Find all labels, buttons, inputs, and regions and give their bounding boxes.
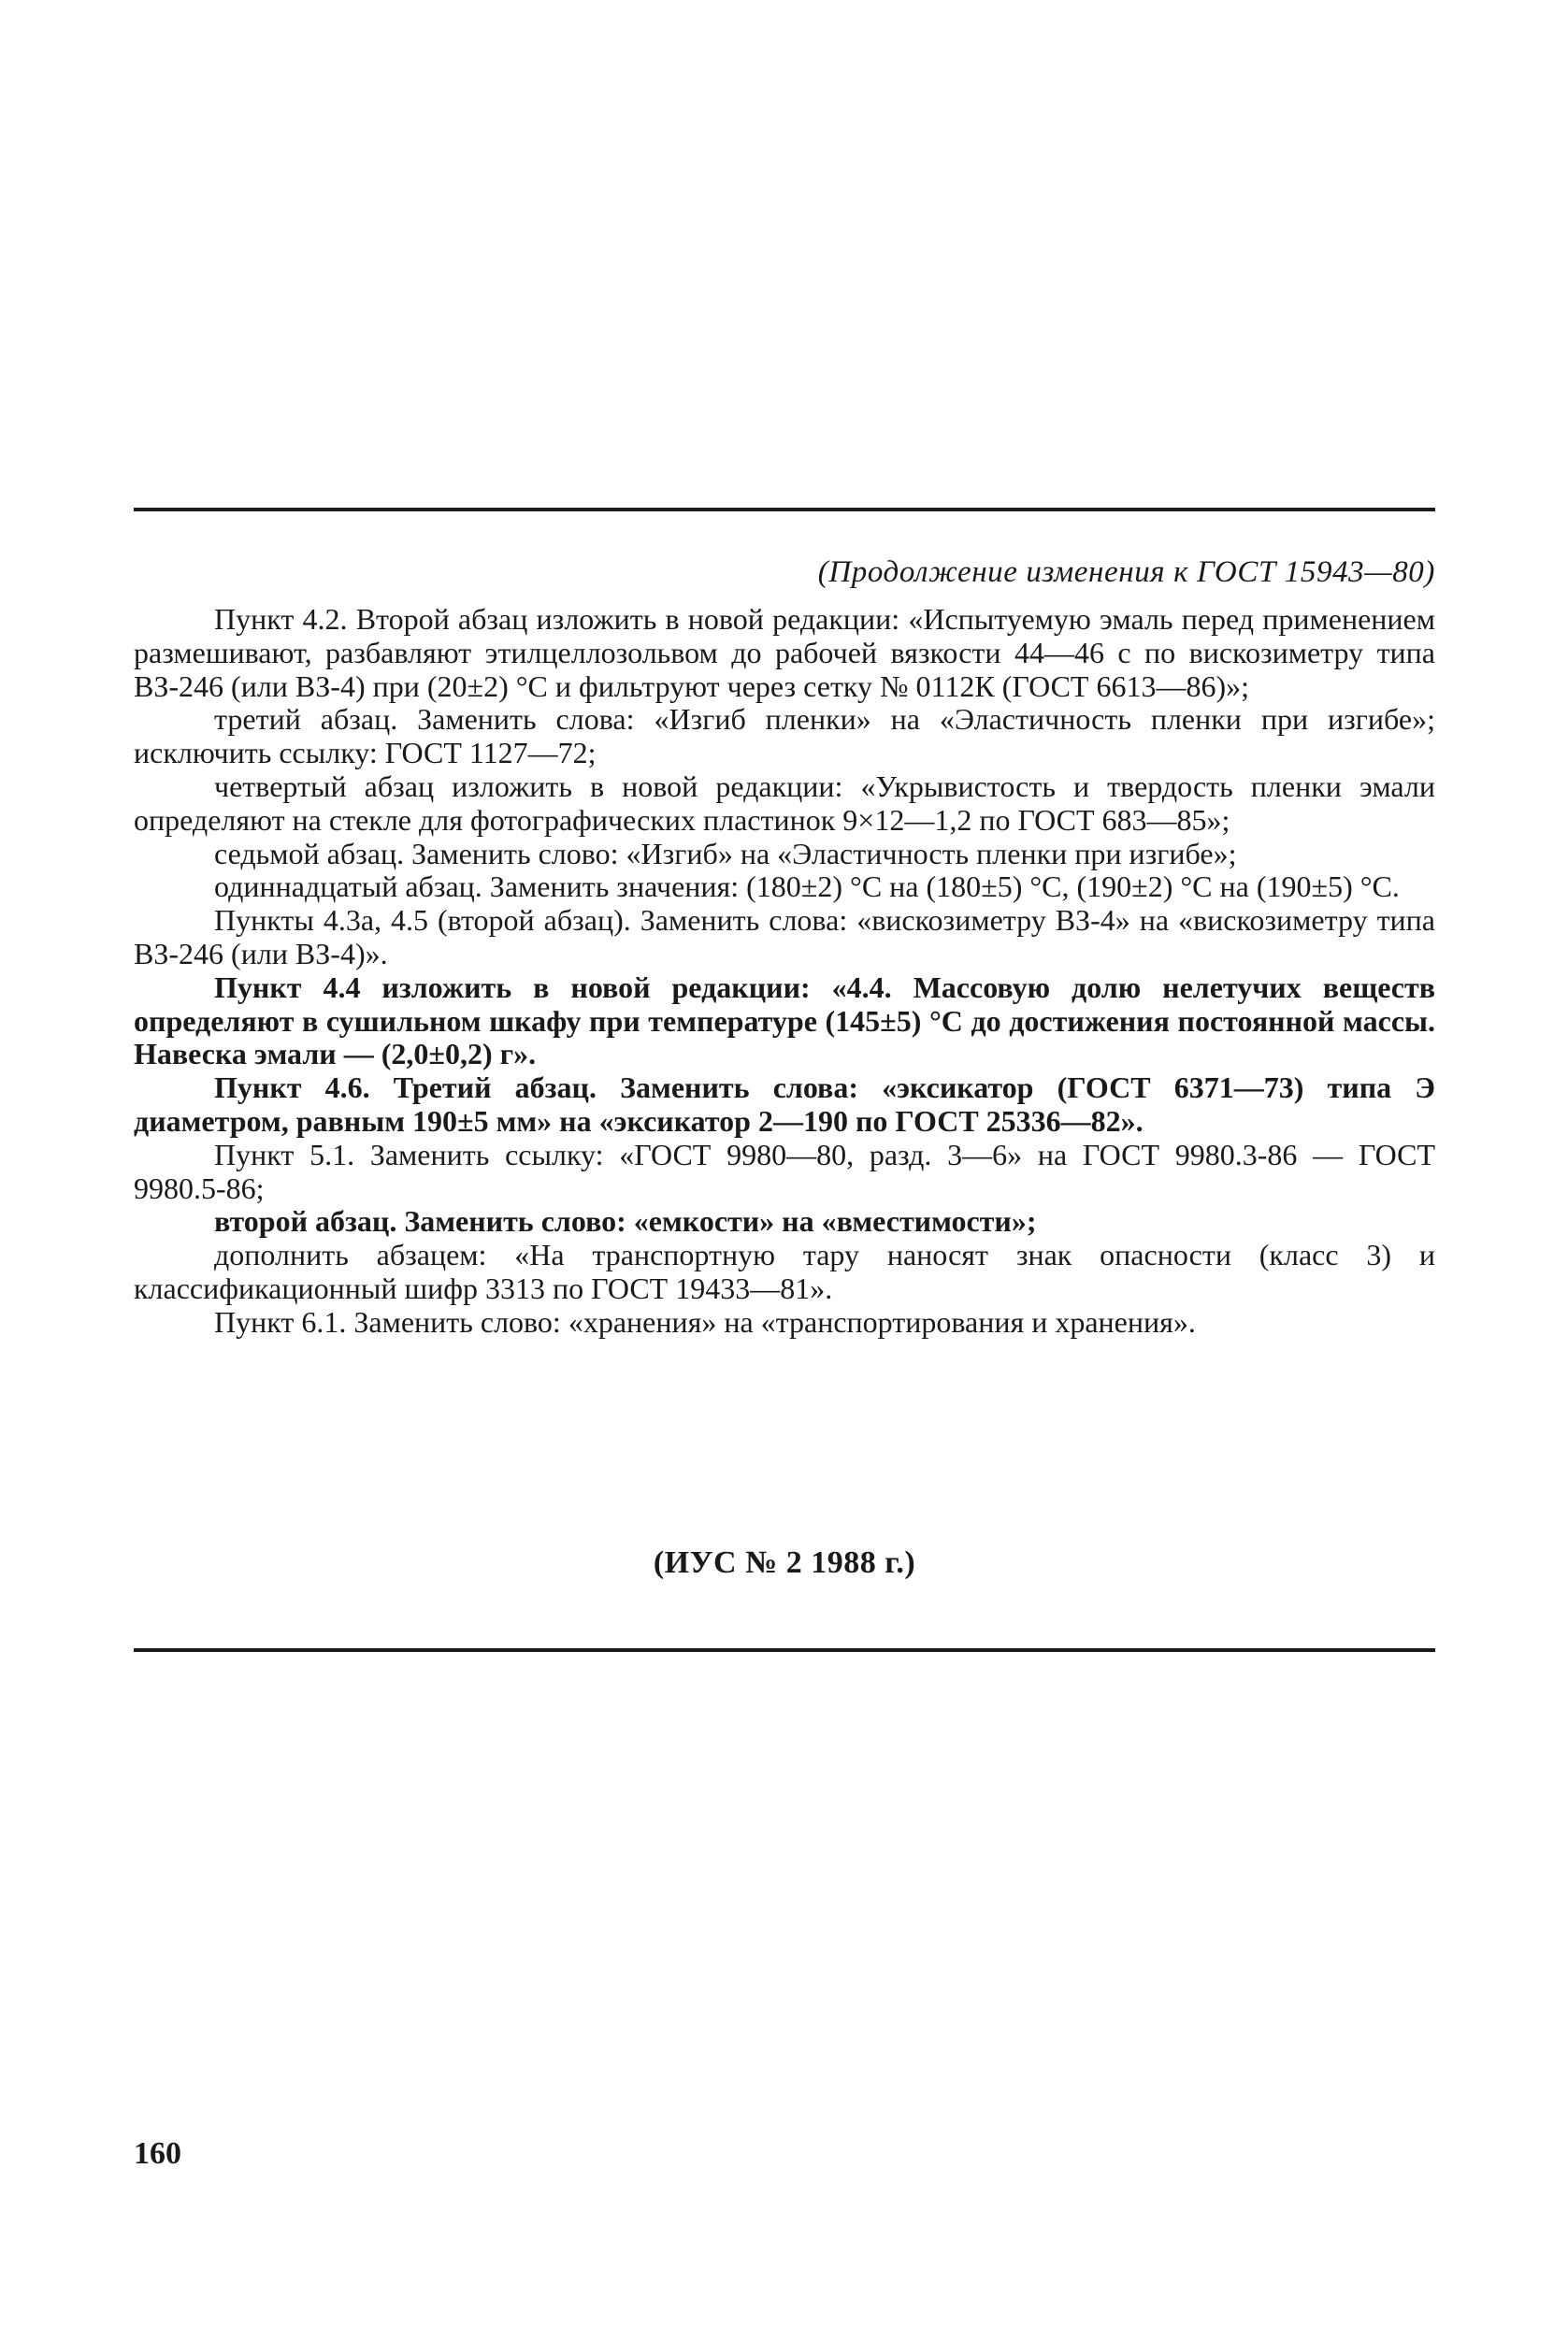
paragraph-second-5: второй абзац. Заменить слово: «емкости» на «вместимости»;: [214, 1204, 1037, 1239]
paragraph-4-6: Пункт 4.6. Третий абзац. Заменить слова: «эксикатор (ГОСТ 6371—73) типа Э диаметром, равным 190±5 мм» на «эксикатор 2—190 по ГОСТ 25336—82».: [134, 1070, 1435, 1138]
paragraph-eleventh: одиннадцатый абзац. Заменить значения: (180±2) °С на (180±5) °С, (190±2) °С на (190±5) °С.: [214, 869, 1400, 904]
paragraph-supplement: дополнить абзацем: «На транспортную тару наносят знак опасности (класс 3) и классификационный шифр 3313 по ГОСТ 19433—81».: [134, 1238, 1435, 1305]
amendment-text: [134, 603, 1435, 1340]
continuation-header: (Продолжение изменения к ГОСТ 15943—80): [817, 555, 1435, 589]
bottom-rule: [134, 1648, 1435, 1652]
top-rule: [134, 508, 1435, 511]
paragraph-third: третий абзац. Заменить слова: «Изгиб пленки» на «Эластичность пленки при изгибе»; исключить ссылку: ГОСТ 1127—72;: [134, 702, 1435, 770]
paragraph-4-4: Пункт 4.4 изложить в новой редакции: «4.4. Массовую долю нелетучих веществ определяют в сушильном шкафу при температуре (145±5) °С до достижения постоянной массы. Навеска эмали — (2,0±0,2) г».: [134, 969, 1435, 1071]
paragraph-6-1: Пункт 6.1. Заменить слово: «хранения» на «транспортирования и хранения».: [214, 1304, 1196, 1339]
paragraph-seventh: седьмой абзац. Заменить слово: «Изгиб» на «Эластичность пленки при изгибе»;: [214, 836, 1237, 870]
page-number: 160: [134, 2136, 181, 2171]
paragraph-4-2: Пункт 4.2. Второй абзац изложить в новой редакции: «Испытуемую эмаль перед применением размешивают, разбавляют этилцеллозольвом до рабочей вязкости 44—46 с по вискозиметру типа ВЗ-246 (или ВЗ-4) при (20±2) °С и фильтруют через сетку № 0112К (ГОСТ 6613—86)»;: [134, 602, 1435, 703]
paragraph-4-3a-4-5: Пункты 4.3а, 4.5 (второй абзац). Заменить слова: «вискозиметру ВЗ-4» на «вискозиметру типа ВЗ-246 (или ВЗ-4)».: [134, 903, 1435, 970]
paragraph-fourth: четвертый абзац изложить в новой редакции: «Укрывистость и твердость пленки эмали определяют на стекле для фотографических пластинок 9×12—1,2 по ГОСТ 683—85»;: [134, 768, 1435, 837]
paragraph-5-1: Пункт 5.1. Заменить ссылку: «ГОСТ 9980—80, разд. 3—6» на ГОСТ 9980.3-86 — ГОСТ 9980.5-86;: [134, 1137, 1435, 1205]
source-reference: (ИУС № 2 1988 г.): [653, 1545, 916, 1580]
